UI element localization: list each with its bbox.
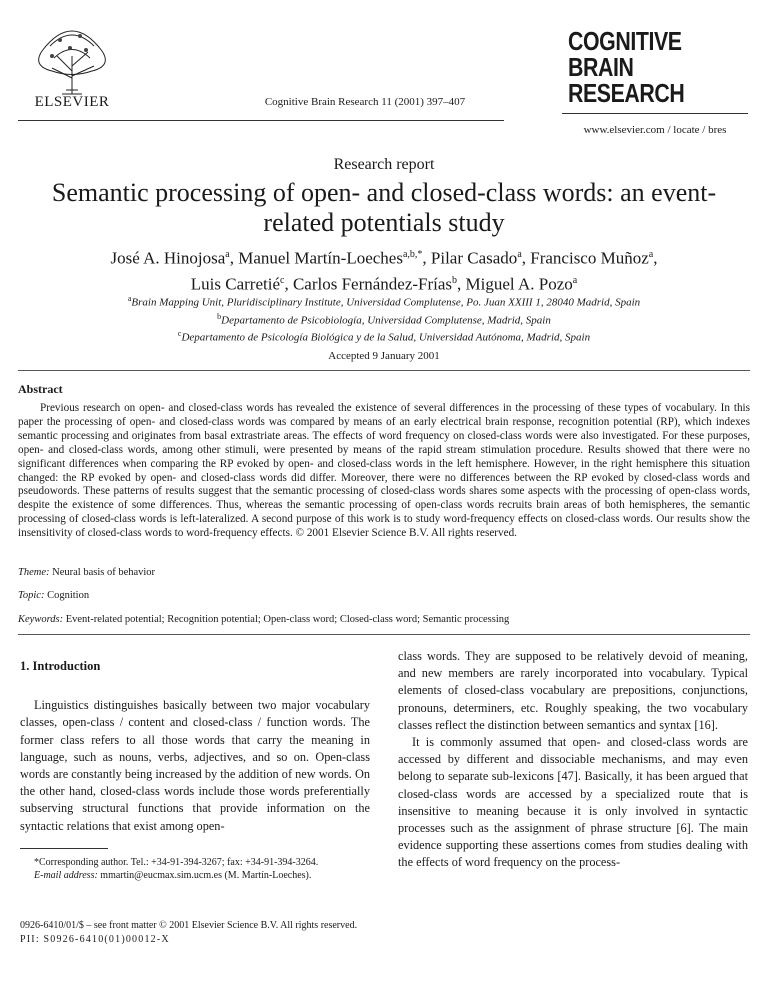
right-column bbox=[398, 648, 748, 872]
abstract-body: Previous research on open- and closed-class words has revealed the existence of several differences in the processing of these types of vocabulary. In this paper the processing of open- and closed-class words was compared by means of an early electrical brain response, recognition potential (RP), which indexes semantic processing and originates from basal extrastriate areas. The effects of word frequency on closed-class words were also investigated. For these purposes, open- and closed-class words, among other stimuli, were presented by means of the rapid stream stimulation procedure. Results showed that there were no significant differences when comparing the RP evoked by open- and closed-class words in the left hemisphere. However, in the right hemisphere this situation changed: the RP evoked by open- and closed-class words did differ. Moreover, there were no differences between the RP evoked by closed-class words and pseudowords. These patterns of results suggest that the semantic processing of closed-class words shares some aspects with the processing of open-class words, despite the existence of some differences. Thus, whereas the semantic processing of open-class words recruits brain areas of both hemispheres, the semantic processing of closed-class words is left-lateralized. A second purpose of this work is to study word-frequency effects on closed-class words. Our results show the insensitivity of closed-class words to word-frequency effects. © 2001 Elsevier Science B.V. All rights reserved. bbox=[18, 402, 750, 540]
issn-line: 0926-6410/01/$ – see front matter © 2001 Elsevier Science B.V. All rights reserved. bbox=[20, 920, 358, 931]
author-name: Pilar Casado bbox=[430, 248, 518, 268]
author-affiliation-mark: b bbox=[452, 274, 458, 286]
elsevier-tree-logo bbox=[22, 16, 122, 98]
author-list: José A. Hinojosa$^a$, Manuel Martín-Loeches$^{a,b,*}$, Pilar Casado$^a$, Francisco Muñoz$^a$, Luis Carretié$^c$, Carlos Fernández-Frías$^b$, Miguel A. Pozo$^a$ bbox=[110, 248, 658, 294]
author-affiliation-mark: a bbox=[517, 249, 522, 260]
author-name: Manuel Martín-Loeches bbox=[238, 248, 403, 268]
author-affiliation-mark: a bbox=[572, 274, 578, 286]
article-type: Research report bbox=[333, 156, 435, 173]
section-heading: 1. Introduction bbox=[20, 659, 101, 673]
keywords-line: Keywords: Event-related potential; Recognition potential; Open-class word; Closed-class word; Semantic processing bbox=[18, 614, 510, 625]
journal-citation: Cognitive Brain Research 11 (2001) 397–407 bbox=[264, 96, 466, 108]
author-affiliation-mark: a bbox=[225, 249, 230, 260]
body-paragraph: It is commonly assumed that open- and closed-class words are accessed by different and dissociable mechanisms, and may even belong to separate sub-lexicons [47]. Basically, it has been argued that closed-class words are accessed by a specialized route that is insensitive to meaning because it is only involved in syntactic processes such as the assignment of phrase structure [6]. The main evidence supporting these assertions comes from studies dealing with the effects of word frequency on the process- bbox=[398, 735, 748, 870]
accepted-date: Accepted 9 January 2001 bbox=[328, 350, 440, 362]
body-paragraph: Linguistics distinguishes basically between two major vocabulary classes, open-class / content and closed-class / function words. The former class refers to all those words that carry the meaning in language, such as nouns, verbs, adjectives, and so on. Open-class words are constantly being increased by the addition of new words. On the other hand, closed-class words include those words preferentially subserving structural functions that provide information on the syntactic relations that exist among open- bbox=[20, 698, 370, 833]
affiliation-item: $^c$Departamento de Psicología Biológica y de la Salud, Universidad Autónoma, Madrid, Spain bbox=[177, 329, 591, 344]
abstract-copyright: © 2001 Elsevier Science B.V. All rights reserved. bbox=[295, 527, 517, 540]
header-rule-right bbox=[562, 113, 748, 114]
author-name: Miguel A. Pozo bbox=[465, 274, 573, 294]
header-rule-left bbox=[18, 120, 504, 121]
affiliation-item: $^a$Brain Mapping Unit, Pluridisciplinary Institute, Universidad Complutense, Po. Juan XXIII 1, 28040 Madrid, Spain bbox=[127, 294, 641, 309]
author-email: mmartin@eucmax.sim.ucm.es (M. Martín-Loeches). bbox=[100, 870, 312, 881]
abstract-bottom-rule bbox=[18, 634, 750, 635]
author-name: Carlos Fernández-Frías bbox=[292, 274, 453, 294]
author-name: Luis Carretié bbox=[190, 274, 280, 294]
left-column bbox=[20, 648, 370, 835]
author-affiliation-mark: a,b,* bbox=[402, 249, 423, 260]
body-paragraph: class words. They are supposed to be relatively devoid of meaning, and new members are rarely incorporated into vocabulary. Typical elements of closed-class vocabulary are prepositions, conjunctions, pronouns, determiners, etc. Roughly speaking, the two vocabulary classes reflect the distinction between semantics and syntax [16]. bbox=[398, 649, 748, 732]
abstract-top-rule bbox=[18, 370, 750, 371]
affiliation-item: $^b$Departamento de Psicobiología, Universidad Complutense, Madrid, Spain bbox=[217, 311, 551, 327]
corresponding-author-footnote: *Corresponding author. Tel.: +34-91-394-3267; fax: +34-91-394-3264. E-mail address: mmartin@eucmax.sim.ucm.es (M. Martín-Loeches). bbox=[34, 857, 319, 881]
abstract-heading: Abstract bbox=[18, 382, 63, 396]
article-title: Semantic processing of open- and closed-class words: an event-related potentials study bbox=[51, 178, 717, 237]
journal-title-logo: COGNITIVE BRAIN RESEARCH bbox=[568, 26, 685, 108]
theme-line: Theme: Neural basis of behavior bbox=[18, 567, 156, 578]
author-affiliation-mark: c bbox=[280, 274, 285, 286]
pii-line: PII: S0926-6410(01)00012-X bbox=[20, 934, 170, 945]
affiliation-list bbox=[40, 292, 728, 345]
footnote-rule bbox=[20, 848, 108, 849]
topic-line: Topic: Cognition bbox=[18, 590, 90, 601]
author-name: José A. Hinojosa bbox=[110, 248, 226, 268]
journal-url[interactable]: www.elsevier.com / locate / bres bbox=[583, 124, 727, 136]
publisher-name: ELSEVIER bbox=[34, 94, 110, 110]
author-affiliation-mark: a bbox=[648, 249, 654, 260]
author-name: Francisco Muñoz bbox=[530, 248, 649, 268]
